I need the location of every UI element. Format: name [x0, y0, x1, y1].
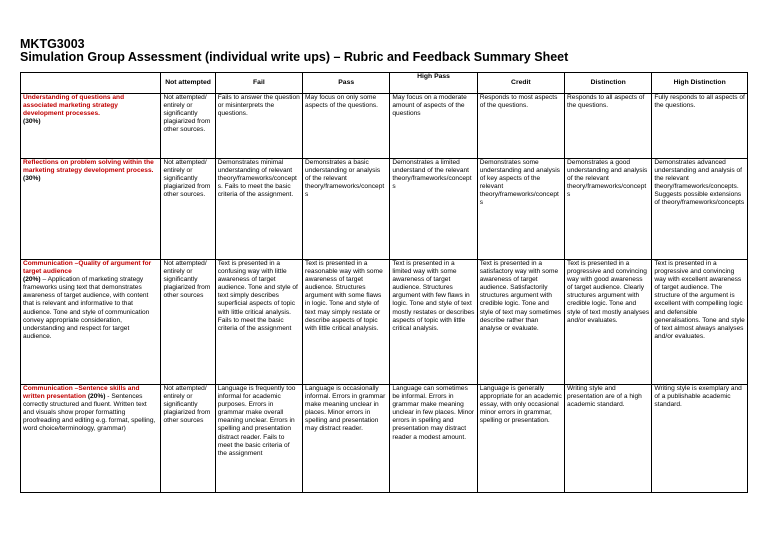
rating-cell: Demonstrates a limited understand of the relevant theory/frameworks/concepts	[390, 159, 477, 260]
column-header-high-distinction: High Distinction	[652, 73, 748, 94]
rating-cell: Not attempted/ entirely or significantly plagiarized from other sources.	[161, 94, 215, 159]
column-header-criteria	[21, 73, 161, 94]
rating-cell: Text is presented in a confusing way with little awareness of target audience. Tone and style of text simply describes superficial aspects of topic with little critical analysis. Fails to meet the basic criteria of the assignment	[215, 260, 302, 385]
table-row	[21, 385, 748, 493]
column-header-credit: Credit	[477, 73, 564, 94]
rating-cell: Demonstrates a good understanding and analysis of the relevant theory/frameworks/concepts	[565, 159, 652, 260]
rating-cell: Demonstrates some understanding and analysis of key aspects of the relevant theory/frameworks/concepts	[477, 159, 564, 260]
column-header-distinction: Distinction	[565, 73, 652, 94]
criterion-cell	[21, 159, 161, 260]
rating-cell: Responds to most aspects of the questions.	[477, 94, 564, 159]
rating-cell: Demonstrates a basic understanding or analysis of the relevant theory/frameworks/concepts	[303, 159, 390, 260]
rating-cell: Text is presented in a progressive and convincing way with excellent awareness of target audience. The structure of the argument is excellent with compelling logic and defensible generalisations. Tone and style of text almost always analyses and/or evaluates.	[652, 260, 748, 385]
rating-cell: Text is presented in a reasonable way with some awareness of target audience. Structures argument with some flaws in logic. Tone and style of text may simply restate or describe aspects of topic with little critical analysis.	[303, 260, 390, 385]
criterion-weight: (20%)	[87, 393, 106, 401]
criterion-title: Understanding of questions and associated marketing strategy development processes.	[23, 94, 125, 118]
criterion-cell	[21, 260, 161, 385]
criterion-weight: (30%)	[23, 175, 41, 183]
table-row	[21, 260, 748, 385]
criterion-cell	[21, 94, 161, 159]
criterion-title: Communication –Sentence skills and written presentation	[23, 385, 140, 401]
criterion-description: – Application of marketing strategy frameworks using text that demonstrates awareness of target audience, with content that is relevant and informative to that audience. Tone and style of communication convey appropriate consideration, understanding and respect for target audience.	[23, 276, 150, 340]
criterion-cell	[21, 385, 161, 493]
rating-cell: Demonstrates advanced understanding and analysis of the relevant theory/frameworks/concepts. Suggests possible extensions of theory/frameworks/concepts	[652, 159, 748, 260]
criterion-weight: (20%)	[23, 276, 41, 284]
rating-cell: Responds to all aspects of the questions.	[565, 94, 652, 159]
rating-cell: May focus on a moderate amount of aspects of the questions	[390, 94, 477, 159]
rubric-table	[20, 72, 748, 493]
rating-cell: May focus on only some aspects of the questions.	[303, 94, 390, 159]
rating-cell: Fully responds to all aspects of the questions.	[652, 94, 748, 159]
rating-cell: Text is presented in a satisfactory way with some awareness of target audience. Satisfactorily structures argument with credible logic. Tone and style of text may sometimes describe rather than analyse or evaluate.	[477, 260, 564, 385]
rating-cell: Writing style is exemplary and of a publishable academic standard.	[652, 385, 748, 493]
rating-cell: Language can sometimes be informal. Errors in grammar make meaning unclear in few places. Minor errors in spelling and presentation may distract reader a modest amount.	[390, 385, 477, 493]
header-row	[21, 73, 748, 94]
criterion-description: - Sentences correctly structured and fluent. Written text and visuals show proper formatting proofreading and editing e.g. format, spelling, word choice/terminology, grammar)	[23, 393, 156, 433]
rating-cell: Language is generally appropriate for an academic essay, with only occasional minor errors in grammar, spelling or presentation.	[477, 385, 564, 493]
rating-cell: Demonstrates minimal understanding of relevant theory/frameworks/concepts. Fails to meet the basic criteria of the assignment.	[215, 159, 302, 260]
column-header-fail: Fail	[215, 73, 302, 94]
rating-cell: Not attempted/ entirely or significantly plagiarized from other sources	[161, 385, 215, 493]
table-row	[21, 94, 748, 159]
criterion-weight: (30%)	[23, 118, 41, 126]
column-header-pass: Pass	[303, 73, 390, 94]
rating-cell: Not attempted/ entirely or significantly plagiarized from other sources	[161, 260, 215, 385]
rating-cell: Language is frequently too informal for academic purposes. Errors in grammar make overall meaning unclear. Errors in spelling and presentation distract reader. Fails to meet the basic criteria of the assignment	[215, 385, 302, 493]
rating-cell: Not attempted/ entirely or significantly plagiarized from other sources.	[161, 159, 215, 260]
column-header-not-attempted: Not attempted	[161, 73, 215, 94]
rating-cell: Fails to answer the question or misinterprets the questions.	[215, 94, 302, 159]
table-row	[21, 159, 748, 260]
criterion-title: Communication –Quality of argument for target audience	[23, 260, 152, 276]
rating-cell: Text is presented in a limited way with some awareness of target audience. Structures argument with few flaws in logic. Tone and style of text mostly restates or describes aspects of topic with little critical analysis.	[390, 260, 477, 385]
rating-cell: Writing style and presentation are of a high academic standard.	[565, 385, 652, 493]
criterion-title: Reflections on problem solving within the marketing strategy development process.	[23, 159, 154, 175]
page-title: MKTG3003	[20, 37, 85, 51]
page-subtitle: Simulation Group Assessment (individual write ups) – Rubric and Feedback Summary Sheet	[20, 50, 569, 64]
column-header-high-pass: High Pass	[390, 73, 477, 94]
rating-cell: Language is occasionally informal. Errors in grammar make meaning unclear in places. Minor errors in spelling and presentation may distract reader.	[303, 385, 390, 493]
rating-cell: Text is presented in a progressive and convincing way with good awareness of target audience. Clearly structures argument with credible logic. Tone and style of text mostly analyses and/or evaluates.	[565, 260, 652, 385]
